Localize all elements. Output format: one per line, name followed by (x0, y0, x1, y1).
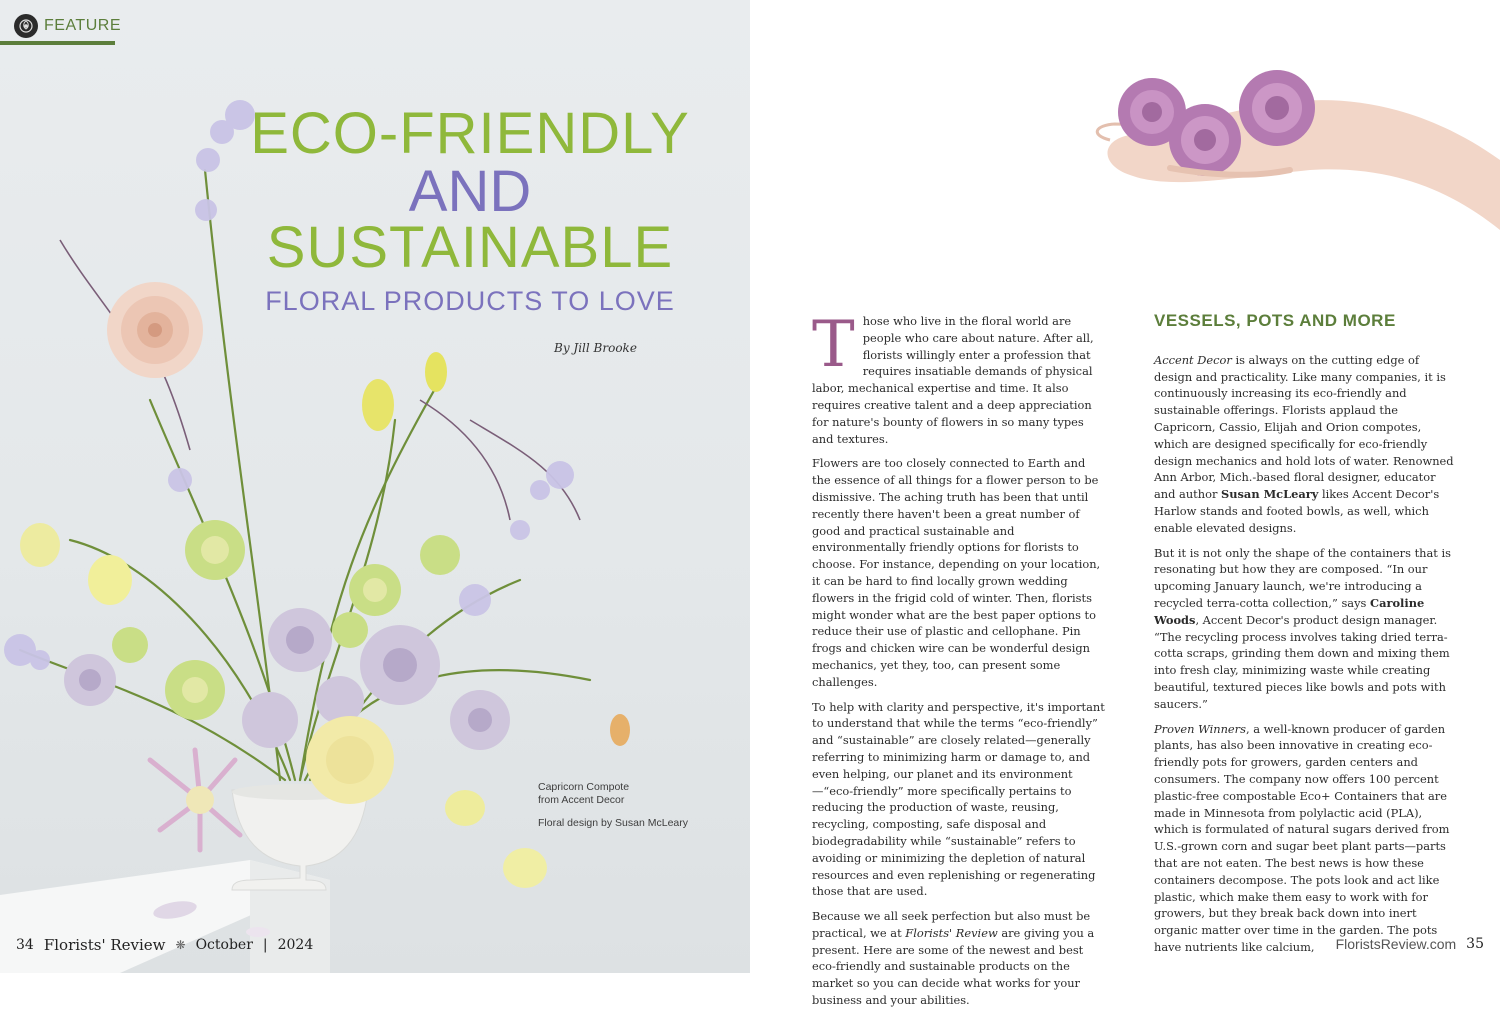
caption-line-2: from Accent Decor (538, 794, 625, 806)
title-line-3: SUSTAINABLE (266, 215, 674, 280)
paragraph: Flowers are too closely connected to Earth and the essence of all things for a flower person to be dismissive. The aching truth has been that until recently there haven't been a great number of good and practical sustainable and environmentally friendly options for florists to choose. For instance, depending on your location, it can be hard to find locally grown wedding flowers in the frigid cold of winter. Then, florists might wonder what are the best paper options to reduce their use of plastic and cellophane. Pin frogs and chicken wire can be wonderful design mechanics, yet they, too, can present some challenges. (812, 456, 1101, 689)
paragraph-text: , Accent Decor's product design manager. “The recycling process involves taking dried terra-cotta scraps, grinding them down and mixing them into fresh clay, minimizing waste while creating beautiful, textured pieces like bowls and pots with saucers.” (1154, 612, 1450, 711)
paragraph (812, 308, 1107, 447)
paragraph-text: hose who live in the floral world are people who care about nature. After all, florists willingly enter a profession that requires insatiable demands of physical labor, mechanical expertise and time. It also requires creative talent and a deep appreciation for nature's bounty of flowers in so many types and textures. (812, 314, 1094, 446)
right-page (750, 0, 1500, 1008)
magazine-name: Florists' Review (43, 936, 166, 954)
hand-holding-roses-photo (750, 0, 1500, 300)
paragraph (812, 908, 1107, 1009)
paragraph-text: is always on the cutting edge of design and practicality. Like many companies, it is continuously increasing its eco-friendly and sustainable offerings. Florists applaud the Capricorn, Cassio, Elijah and Orion compotes, which are designed specifically for eco-friendly design mechanics and hold lots of water. Renowned Ann Arbor, Mich.-based floral designer, educator and author (1154, 352, 1454, 502)
photo-caption (538, 781, 688, 830)
paragraph: To help with clarity and perspective, it's important to understand that while the terms “eco-friendly” and “sustainable” are closely related—generally referring to minimizing harm or damage to, and even helping, our planet and its environment—“eco-friendly” more specifically pertains to reducing the production of waste, reusing, recycling, composting, safe disposal and biodegradability while “sustainable” refers to avoiding or minimizing the depletion of natural resources and even replenishing or regenerating those that are used. (812, 699, 1105, 899)
page-number-left: 34 (16, 937, 34, 953)
article-column-2 (1154, 313, 1454, 964)
byline: By Jill Brooke (554, 341, 637, 355)
company-name: Proven Winners (1154, 721, 1246, 736)
paragraph-text: likes Accent Decor's Harlow stands and footed bowls, as well, which enable elevated designs. (1154, 487, 1440, 535)
company-name: Accent Decor (1154, 352, 1232, 367)
website-link[interactable]: FloristsReview.com (1335, 936, 1457, 952)
footer-right (1336, 936, 1484, 952)
person-name: Susan McLeary (1221, 487, 1319, 502)
section-rule (0, 41, 115, 45)
paragraph (1154, 545, 1454, 713)
title-subtitle: FLORAL PRODUCTS TO LOVE (265, 286, 675, 316)
paragraph (1154, 721, 1454, 956)
paragraph (1154, 352, 1454, 537)
paragraph-text: are giving you a present. Here are some of the newest and best eco-friendly and sustainable products on the market so you can decide what works for your business and your abilities. (812, 925, 1095, 1008)
caption-credit: Floral design by Susan McLeary (538, 817, 688, 829)
caption-line-1: Capricorn Compote (538, 781, 630, 793)
section-heading: VESSELS, POTS AND MORE (1154, 311, 1396, 330)
paragraph-text: But it is not only the shape of the containers that is resonating but how they are composed. “In our upcoming January launch, we're introducing a recycled terra-cotta collection,” says (1154, 545, 1451, 610)
paragraph-text: Because we all seek perfection but also must be practical, we at (812, 909, 1091, 940)
rose-icon (14, 14, 38, 38)
issue-month: October (195, 937, 253, 953)
article-column-1 (812, 308, 1107, 1017)
paragraph-text: , a well-known producer of garden plants, has also been innovative in creating eco-friendly pots for growers, garden centers and consumers. The company now offers 100 percent plastic-free compostable Eco+ Containers that are made in Minnesota from polylactic acid (PLA), which is formulated of natural sugars derived from U.S.-grown corn and sugar beet plant parts—parts that are not eaten. The best news is how these containers decompose. The pots look and act like plastic, which make them easy to work with for growers, but they break back down into inert organic matter over time in the garden. The pots have nutrients like calcium, (1154, 721, 1450, 954)
drop-cap: T (812, 308, 855, 382)
footer-left (16, 936, 313, 954)
person-name: Caroline Woods (1154, 595, 1425, 627)
article-title (230, 101, 710, 318)
magazine-name-inline: Florists' Review (905, 925, 998, 940)
section-label: FEATURE (44, 17, 121, 34)
title-line-1: ECO-FRIENDLY (250, 101, 690, 166)
snowflake-icon: ❋ (175, 938, 186, 952)
section-header (14, 14, 121, 38)
issue-year: 2024 (277, 937, 314, 953)
title-line-2: AND (408, 159, 532, 224)
footer-divider: | (262, 937, 268, 953)
page-number-right: 35 (1466, 936, 1484, 952)
left-page (0, 0, 750, 973)
